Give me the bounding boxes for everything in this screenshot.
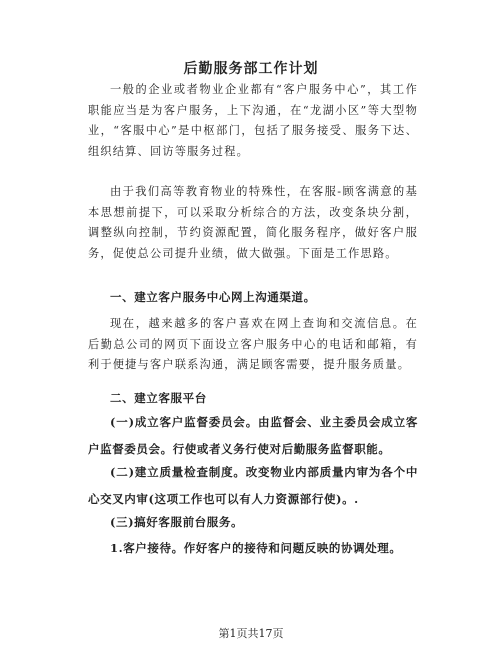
document-title: 后勤服务部工作计划: [183, 61, 319, 77]
section-heading-2: 二、建立客服平台: [110, 391, 207, 405]
paragraph-intro: 一般的企业或者物业企业都有“客户服务中心”，其工作职能应当是为客户服务，上下沟通，在“龙湖小区”等大型物业，“客服中心”是中枢部门，包括了服务接受、服务下达、组织结算、回访等服务过程。: [88, 83, 418, 158]
section-heading-1: 一、建立客户服务中心网上沟通渠道。: [110, 290, 316, 304]
subsection-supervision-committee: (一)成立客户监督委员会。由监督会、业主委员会成立客户监督委员会。行使或者义务行使对后勤服务监督职能。: [88, 415, 418, 456]
subsection-quality-inspection: (二)建立质量检查制度。改变物业内部质量内审为各个中心交叉内审(这项工作也可以有人力资源部行使)。.: [88, 465, 418, 506]
item-customer-reception: 1.客户接待。作好客户的接待和问题反映的协调处理。: [110, 541, 402, 555]
paragraph-approach: 由于我们高等教育物业的特殊性，在客服-顾客满意的基本思想前提下，可以采取分析综合的方法，改变条块分割，调整纵向控制，节约资源配置，简化服务程序，做好客户服务，促使总公司提升业绩，做大做强。下面是工作思路。: [88, 185, 418, 260]
paragraph-online-channel: 现在，越来越多的客户喜欢在网上查询和交流信息。在后勤总公司的网页下面设立客户服务中心的电话和邮箱，有利于便捷与客户联系沟通，满足顾客需要，提升服务质量。: [88, 317, 418, 371]
subsection-front-desk: (三)搞好客服前台服务。: [110, 515, 244, 529]
page-indicator: 第1页共17页: [218, 627, 284, 640]
